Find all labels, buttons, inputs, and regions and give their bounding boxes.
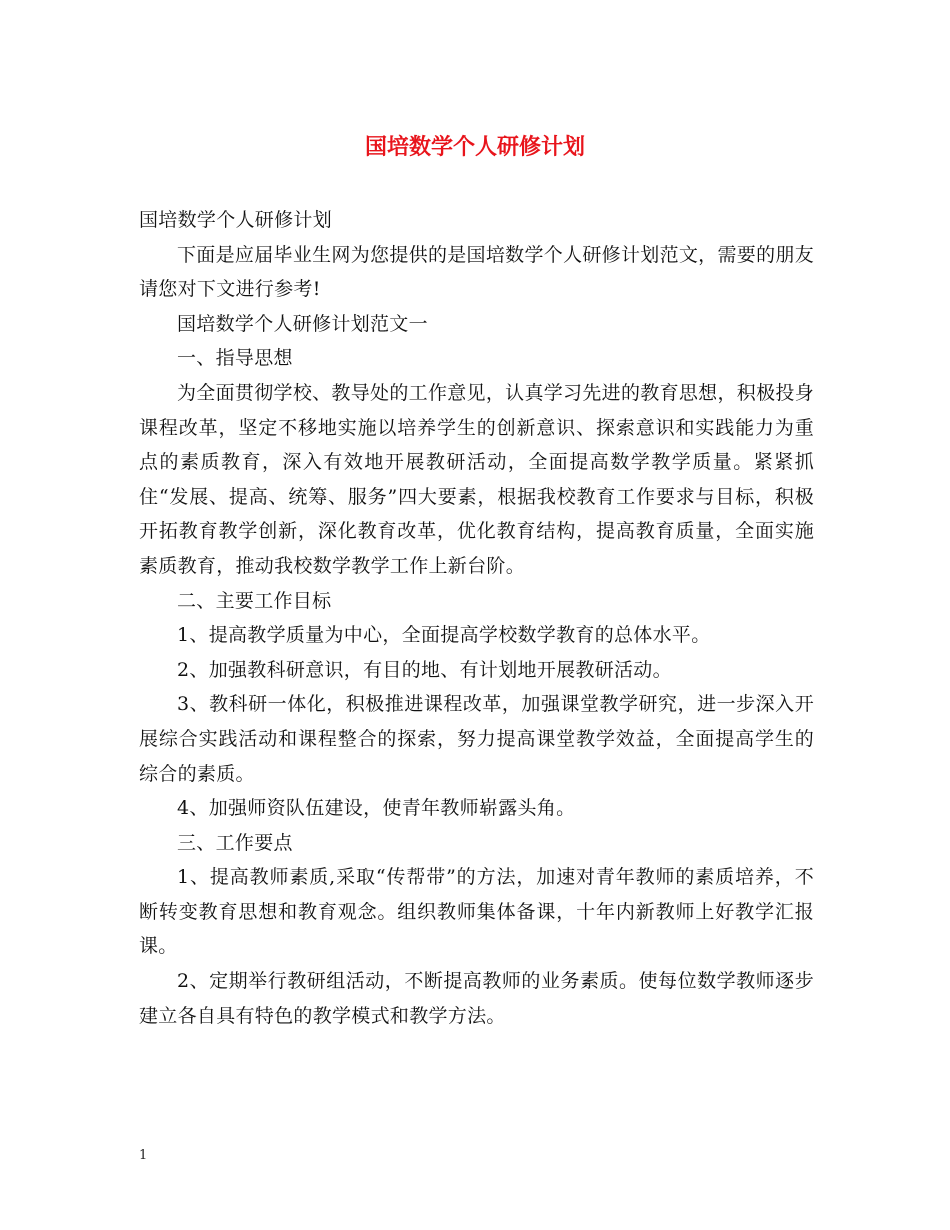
section-heading-work-points: 三、工作要点 — [177, 831, 293, 854]
paragraph-guiding-ideology: 为全面贯彻学校、教导处的工作意见，认真学习先进的教育思想，积极投身课程改革，坚定不移地实施以培养学生的创新意识、探索意识和实践能力为重点的素质教育，深入有效地开展教研活动，全面提高数学教学质量。紧紧抓住“发展、提高、统筹、服务”四大要素，根据我校教育工作要求与目标，积极开拓教育教学创新，深化教育改革，优化教育结构，提高教育质量，全面实施素质教育，推动我校数学教学工作上新台阶。 — [139, 381, 814, 577]
page-number: 1 — [139, 1148, 148, 1163]
list-item-goal-2: 2、加强教科研意识，有目的地、有计划地开展教研活动。 — [177, 658, 672, 681]
list-item-goal-3: 3、教科研一体化，积极推进课程改革，加强课堂教学研究，进一步深入开展综合实践活动和课程整合的探索，努力提高课堂教学效益，全面提高学生的综合的素质。 — [139, 693, 814, 785]
section-heading-main-goals: 二、主要工作目标 — [177, 589, 332, 612]
paragraph-intro: 下面是应届毕业生网为您提供的是国培数学个人研修计划范文，需要的朋友请您对下文进行参考! — [139, 243, 814, 301]
list-item-point-1: 1、提高教师素质,采取“传帮带”的方法，加速对青年教师的素质培养，不断转变教育思想和教育观念。组织教师集体备课，十年内新教师上好教学汇报课。 — [139, 866, 814, 958]
paragraph-sample-title: 国培数学个人研修计划范文一 — [177, 312, 428, 335]
document-body — [139, 203, 814, 1033]
paragraph-heading: 国培数学个人研修计划 — [139, 209, 333, 231]
section-heading-guiding-ideology: 一、指导思想 — [177, 347, 293, 370]
document-title: 国培数学个人研修计划 — [364, 134, 585, 160]
list-item-goal-4: 4、加强师资队伍建设，使青年教师崭露头角。 — [177, 797, 576, 820]
list-item-goal-1: 1、提高教学质量为中心，全面提高学校数学教育的总体水平。 — [177, 624, 711, 647]
list-item-point-2: 2、定期举行教研组活动，不断提高教师的业务素质。使每位数学教师逐步建立各自具有特色的教学模式和教学方法。 — [139, 970, 814, 1027]
